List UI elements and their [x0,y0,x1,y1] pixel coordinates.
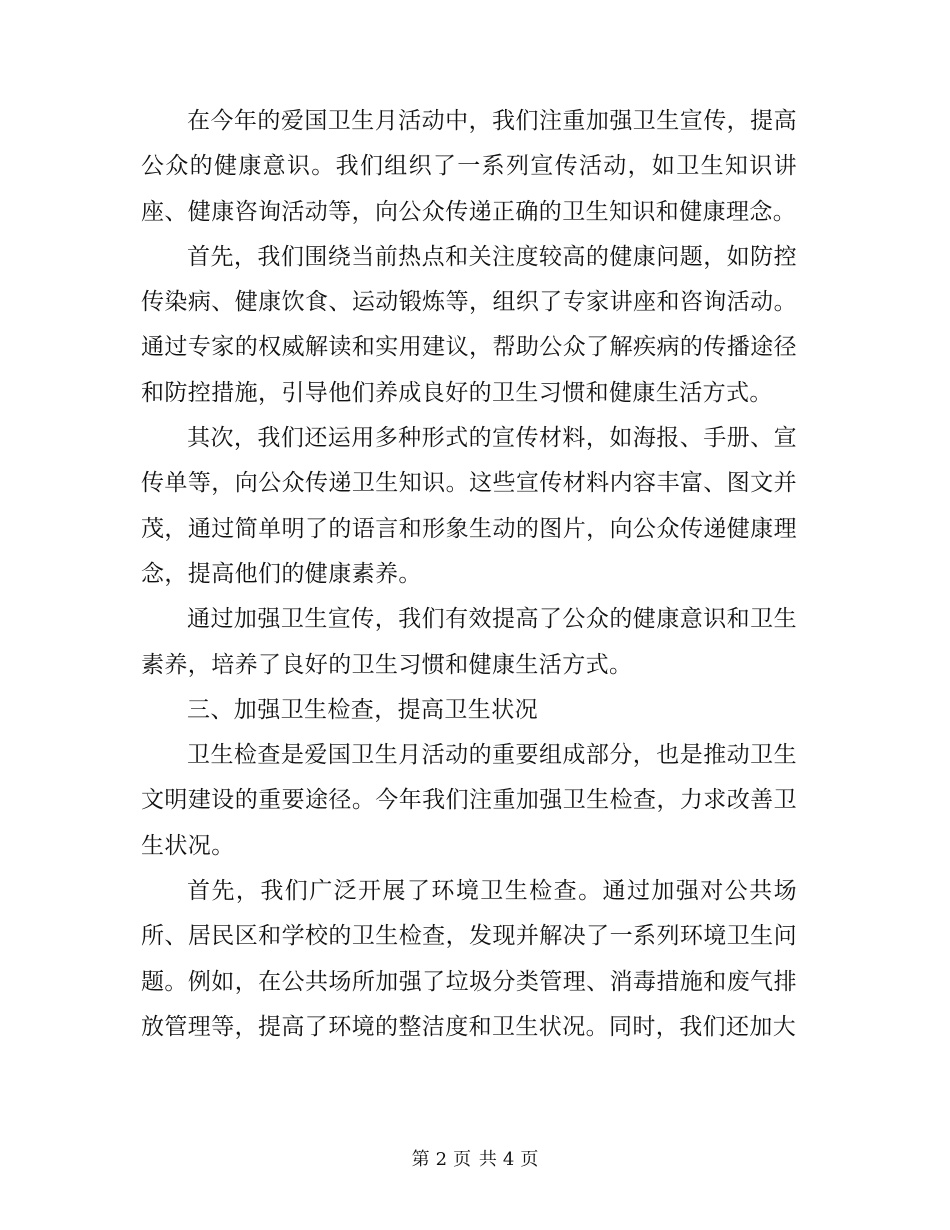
current-page-number: 2 [435,1149,448,1170]
paragraph-publicity-summary: 通过加强卫生宣传，我们有效提高了公众的健康意识和卫生素养，培养了良好的卫生习惯和健康生活方式。 [141,606,797,678]
page-label-prefix: 第 [411,1149,430,1170]
paragraph-environmental-inspection: 首先，我们广泛开展了环境卫生检查。通过加强对公共场所、居民区和学校的卫生检查，发现并解决了一系列环境卫生问题。例如，在公共场所加强了垃圾分类管理、消毒措施和废气排放管理等，提高了环境的整洁度和卫生状况。同时，我们还加大 [141,878,797,1040]
body-text [141,99,797,1050]
total-pages-number: 4 [502,1149,515,1170]
section-heading-hygiene-inspection: 三、加强卫生检查，提高卫生状况 [187,696,538,723]
page-label-suffix: 页 [520,1149,539,1170]
paragraph-expert-lectures: 首先，我们围绕当前热点和关注度较高的健康问题，如防控传染病、健康饮食、运动锻炼等，组织了专家讲座和咨询活动。通过专家的权威解读和实用建议，帮助公众了解疾病的传播途径和防控措施，引导他们养成良好的卫生习惯和健康生活方式。 [141,243,797,406]
paragraph-health-publicity-intro: 在今年的爱国卫生月活动中，我们注重加强卫生宣传，提高公众的健康意识。我们组织了一系列宣传活动，如卫生知识讲座、健康咨询活动等，向公众传递正确的卫生知识和健康理念。 [141,108,797,225]
page-label-mid: 页 共 [453,1149,497,1170]
page-footer [0,1147,950,1173]
paragraph-publicity-materials: 其次，我们还运用多种形式的宣传材料，如海报、手册、宣传单等，向公众传递卫生知识。这些宣传材料内容丰富、图文并茂，通过简单明了的语言和形象生动的图片，向公众传递健康理念，提高他们的健康素养。 [141,425,797,587]
paragraph-inspection-intro: 卫生检查是爱国卫生月活动的重要组成部分，也是推动卫生文明建设的重要途径。今年我们注重加强卫生检查，力求改善卫生状况。 [141,742,797,859]
